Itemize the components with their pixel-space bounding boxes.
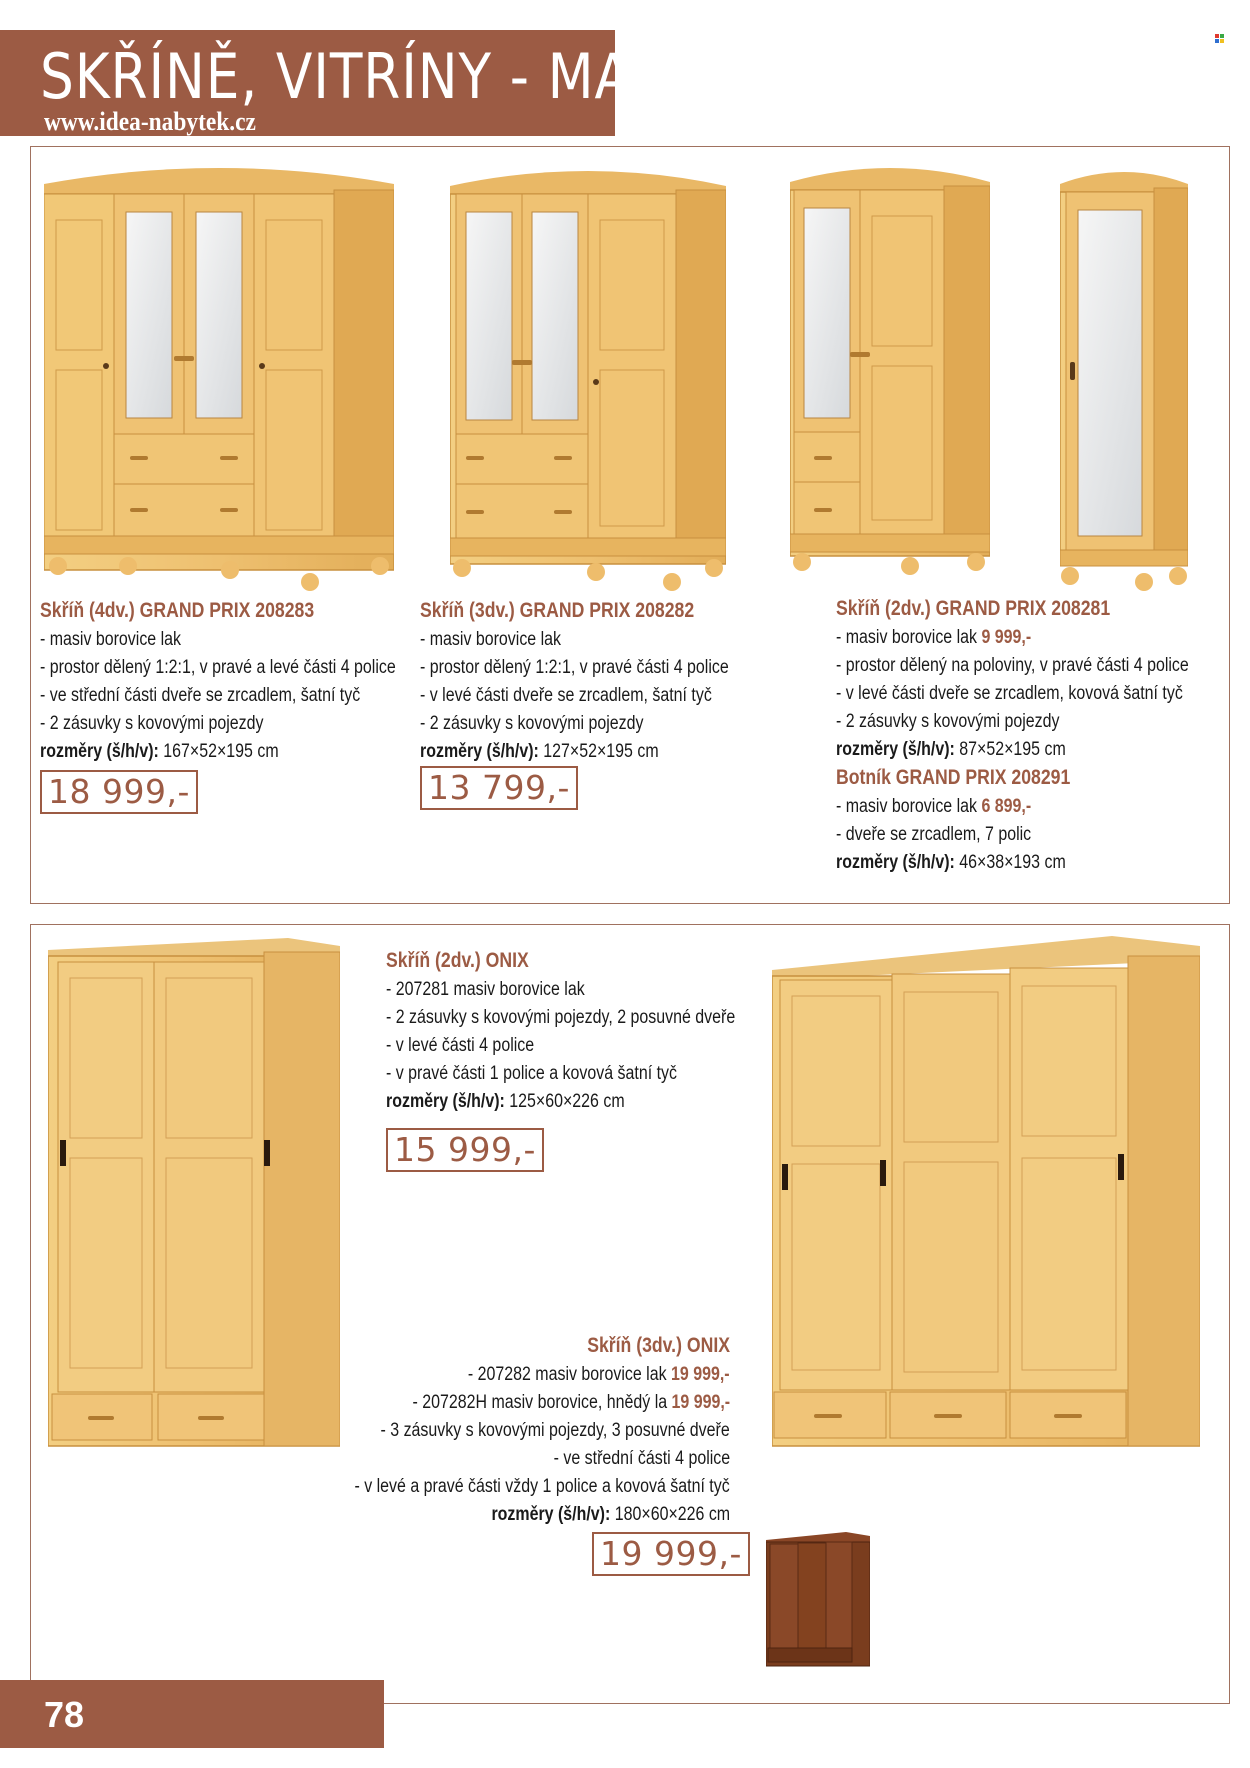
- onix-3-door-wardrobe-photo: [772, 936, 1200, 1460]
- product-title: Skříň (2dv.) GRAND PRIX 208281: [836, 597, 1111, 620]
- dims-label: rozměry (š/h/v):: [836, 852, 955, 873]
- spec-line: - masiv borovice lak: [836, 796, 982, 817]
- inline-price: 9 999,-: [981, 627, 1032, 648]
- spec-line: - 2 zásuvky s kovovými pojezdy: [420, 713, 644, 734]
- spec-line: - 207282H masiv borovice, hnědý la: [412, 1392, 672, 1413]
- product-title: Skříň (3dv.) ONIX: [587, 1334, 730, 1357]
- inline-price: 19 999,-: [671, 1392, 730, 1413]
- product-title: Skříň (3dv.) GRAND PRIX 208282: [420, 599, 695, 622]
- dims-label: rozměry (š/h/v):: [420, 741, 539, 762]
- inline-price: 6 899,-: [981, 796, 1032, 817]
- spec-line: - v pravé části 1 police a kovová šatní tyč: [386, 1063, 677, 1084]
- corner-logo-mark: [1215, 34, 1224, 43]
- website-url[interactable]: www.idea-nabytek.cz: [44, 107, 256, 136]
- wardrobe-4-door-photo: [44, 160, 394, 592]
- spec-line: - 2 zásuvky s kovovými pojezdy: [40, 713, 264, 734]
- page-number: 78: [44, 1694, 85, 1735]
- spec-line: - 2 zásuvky s kovovými pojezdy, 2 posuvné dveře: [386, 1007, 736, 1028]
- product-onix-2dv-info: [386, 947, 802, 1116]
- spec-line: - ve střední části dveře se zrcadlem, šatní tyč: [40, 685, 361, 706]
- dims-value: 46×38×193 cm: [954, 852, 1066, 873]
- wardrobe-3-door-photo: [450, 164, 726, 594]
- dims-value: 167×52×195 cm: [158, 741, 279, 762]
- spec-line: - 207281 masiv borovice lak: [386, 979, 585, 1000]
- product-title: Botník GRAND PRIX 208291: [836, 766, 1071, 789]
- spec-line: - 207282 masiv borovice lak: [468, 1364, 672, 1385]
- dims-label: rozměry (š/h/v):: [836, 739, 955, 760]
- product-grand-prix-2dv-info: [836, 595, 1250, 877]
- spec-line: - prostor dělený 1:2:1, v pravé části 4 police: [420, 657, 729, 678]
- price-tag: 13 799,-: [420, 766, 578, 810]
- spec-line: - ve střední části 4 police: [553, 1448, 730, 1469]
- dims-value: 125×60×226 cm: [504, 1091, 625, 1112]
- dims-label: rozměry (š/h/v):: [40, 741, 159, 762]
- page-title: SKŘÍNĚ, VITRÍNY - MASIV: [40, 40, 721, 113]
- product-title: Skříň (4dv.) GRAND PRIX 208283: [40, 599, 315, 622]
- dims-label: rozměry (š/h/v):: [386, 1091, 505, 1112]
- spec-line: - 3 zásuvky s kovovými pojezdy, 3 posuvné dveře: [380, 1420, 730, 1441]
- price-tag: 18 999,-: [40, 770, 198, 814]
- spec-line: - v levé části dveře se zrcadlem, kovová šatní tyč: [836, 683, 1183, 704]
- dims-label: rozměry (š/h/v):: [491, 1504, 611, 1525]
- product-grand-prix-3dv-info: [420, 597, 788, 766]
- onix-brown-variant-photo: [766, 1530, 870, 1670]
- dims-value: 127×52×195 cm: [538, 741, 659, 762]
- product-grand-prix-4dv-info: [40, 597, 464, 766]
- spec-line: - v levé části dveře se zrcadlem, šatní tyč: [420, 685, 712, 706]
- price-tag: 15 999,-: [386, 1128, 544, 1172]
- spec-line: - 2 zásuvky s kovovými pojezdy: [836, 711, 1060, 732]
- price-tag: 19 999,-: [592, 1532, 750, 1576]
- spec-line: - v levé části 4 police: [386, 1035, 535, 1056]
- spec-line: - masiv borovice lak: [420, 629, 562, 650]
- spec-line: - dveře se zrcadlem, 7 polic: [836, 824, 1032, 845]
- spec-line: - prostor dělený na poloviny, v pravé části 4 police: [836, 655, 1189, 676]
- dims-value: 180×60×226 cm: [610, 1504, 730, 1525]
- wardrobe-2-door-photo: [790, 160, 990, 576]
- spec-line: - v levé a pravé části vždy 1 police a kovová šatní tyč: [354, 1476, 730, 1497]
- product-onix-3dv-info: [283, 1332, 730, 1529]
- spec-line: - prostor dělený 1:2:1, v pravé a levé části 4 police: [40, 657, 396, 678]
- shoe-cabinet-photo: [1060, 166, 1188, 594]
- spec-line: - masiv borovice lak: [836, 627, 982, 648]
- inline-price: 19 999,-: [671, 1364, 730, 1385]
- spec-line: - masiv borovice lak: [40, 629, 182, 650]
- dims-value: 87×52×195 cm: [954, 739, 1066, 760]
- product-title: Skříň (2dv.) ONIX: [386, 949, 529, 972]
